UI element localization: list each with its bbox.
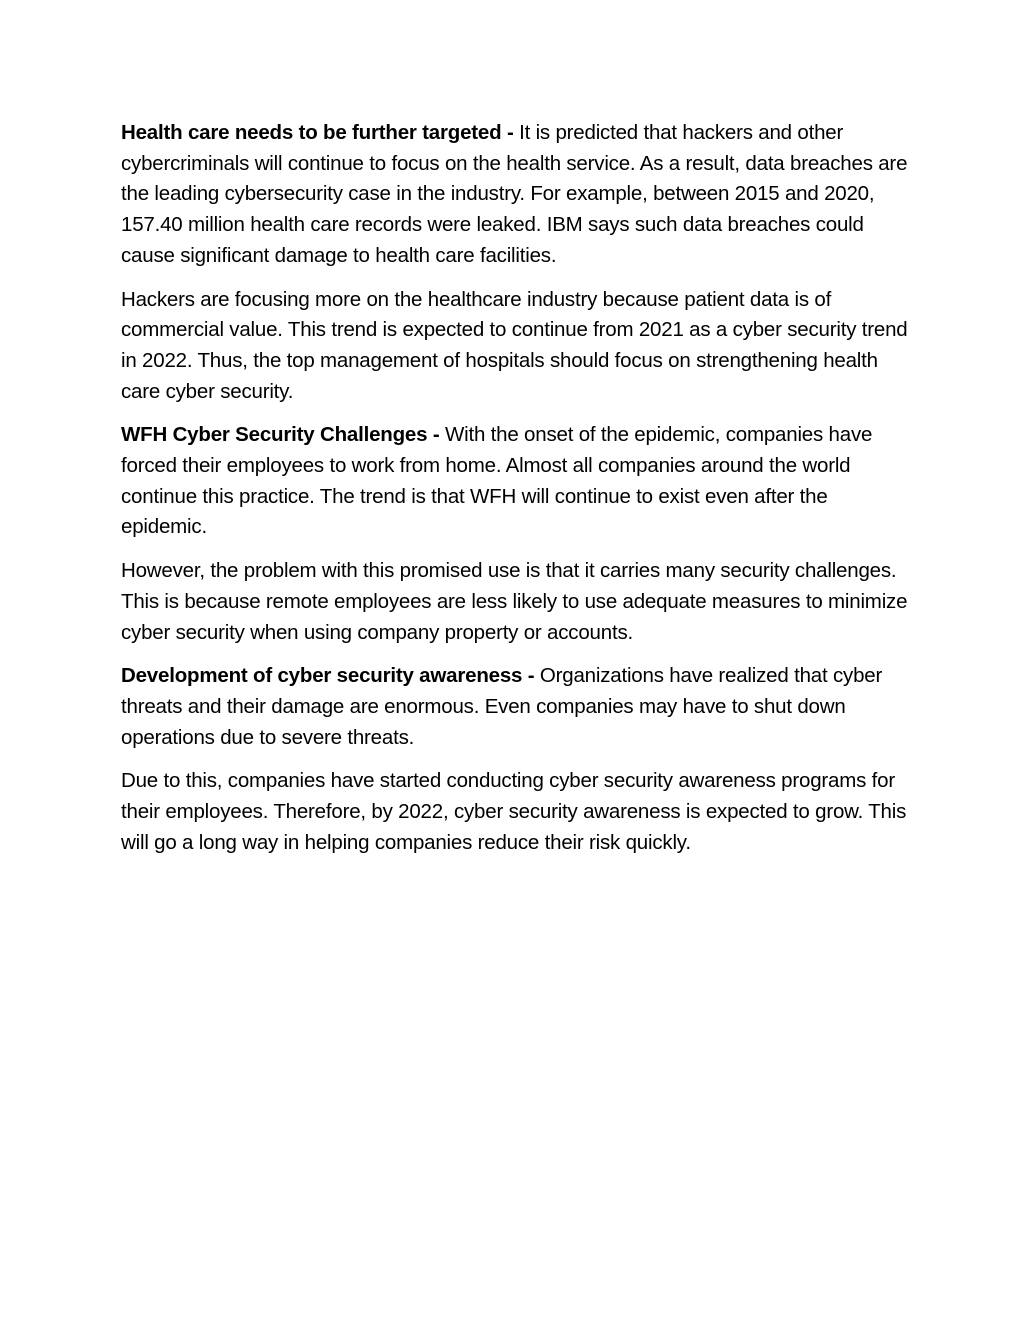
body-awareness: Organizations have realized that cyber threats and their damage are enormous. Even companies may have to shut down operations due to severe threats. <box>121 664 883 749</box>
heading-awareness: Development of cyber security awareness - <box>121 664 535 688</box>
body-health-care: It is predicted that hackers and other cybercriminals will continue to focus on the health service. As a result, data breaches are the leading cybersecurity case in the industry. For example, between 2015 and 2020, 157.40 million health care records were leaked. IBM says such data breaches could cause significant damage to health care facilities. <box>121 121 908 267</box>
paragraph-health-care-followup: Hackers are focusing more on the healthcare industry because patient data is of commercial value. This trend is expected to continue from 2021 as a cyber security trend in 2022. Thus, the top management of hospitals should focus on strengthening health care cyber security. <box>121 287 908 403</box>
document-page <box>121 118 911 871</box>
paragraph-health-care <box>121 118 911 272</box>
paragraph-wfh <box>121 420 911 543</box>
paragraph-awareness <box>121 661 911 753</box>
heading-wfh: WFH Cyber Security Challenges - <box>121 423 440 447</box>
paragraph-awareness-followup: Due to this, companies have started conducting cyber security awareness programs for their employees. Therefore, by 2022, cyber security awareness is expected to grow. This will go a long way in helping companies reduce their risk quickly. <box>121 769 907 854</box>
paragraph-wfh-followup: However, the problem with this promised use is that it carries many security challenges. This is because remote employees are less likely to use adequate measures to minimize cyber security when using company property or accounts. <box>121 559 908 644</box>
heading-health-care: Health care needs to be further targeted - <box>121 121 514 144</box>
body-wfh: With the onset of the epidemic, companies have forced their employees to work from home. Almost all companies around the world continue this practice. The trend is that WFH will continue to exist even after the epidemic. <box>121 423 873 539</box>
